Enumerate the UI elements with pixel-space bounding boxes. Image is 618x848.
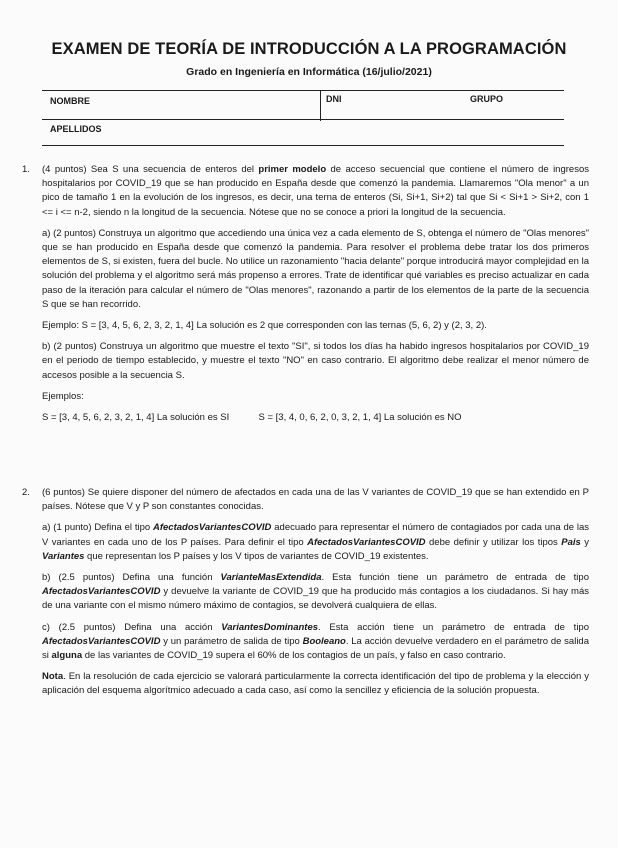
q2-part-a: a) (1 punto) Defina el tipo AfectadosVariantesCOVID adecuado para representar el número de contagiados por cada una de las V variantes en cada uno de los P países. Para definir el tipo AfectadosVariantesCOVID debe definir y utilizar los tipos Pais y Variantes que representan los P países y los V tipos de variantes de COVID_19 existentes. <box>42 522 589 562</box>
note-label: Nota <box>42 671 64 683</box>
q2-intro: (6 puntos) Se quiere disponer del número de afectados en cada una de las V variantes de COVID_19 que se han extendido en P países. Nótese que V y P son constantes conocidas. <box>42 487 589 513</box>
q2-number: 2. <box>22 487 30 498</box>
nombre-label: NOMBRE <box>50 96 90 106</box>
q1-examples-label: Ejemplos: <box>42 390 84 402</box>
exam-title: EXAMEN DE TEORÍA DE INTRODUCCIÓN A LA PROGRAMACIÓN <box>51 40 567 58</box>
q1-part-a: a) (2 puntos) Construya un algoritmo que accediendo una única vez a cada elemento de S, obtenga el número de "Olas menores" que se han producido en España desde que comenzó la pandemia. Para resolver el problema debe tratar los dos primeros elementos de S, si existen, fuera del bucle. No utilice un razonamiento "hacia delante" porque introducirá mayor complejidad en la solución del problema y el algoritmo será más propenso a errores. Trate de identificar qué variables es preciso actualizar en cada paso de la iteración para calcular el número de "Olas menores", razonando a partir de los elementos de la parte de la secuencia S que se han recorrido. <box>42 227 589 310</box>
apellidos-label: APELLIDOS <box>50 124 102 134</box>
q2-block <box>42 486 589 699</box>
q1-example-a: Ejemplo: S = [3, 4, 5, 6, 2, 3, 2, 1, 4] La solución es 2 que corresponden con las ternas (5, 6, 2) y (2, 3, 2). <box>42 320 487 332</box>
exam-note: Nota. En la resolución de cada ejercicio se valorará particularmente la correcta identificación del tipo de problema y la elección y aplicación del esquema algorítmico adecuado a cada caso, así como la sencillez y eficiencia de la solución propuesta. <box>42 671 589 697</box>
student-info-box <box>42 90 564 146</box>
q1-number: 1. <box>22 164 30 175</box>
exam-subtitle: Grado en Ingeniería en Informática (16/julio/2021) <box>186 66 432 78</box>
header-bottom-rule <box>42 145 564 146</box>
grupo-label: GRUPO <box>470 94 504 104</box>
q1-model-emphasis: primer modelo <box>258 164 327 175</box>
q2-part-b: b) (2.5 puntos) Defina una función VarianteMasExtendida. Esta función tiene un parámetro de entrada de tipo AfectadosVariantesCOVID y devuelve la variante de COVID_19 que ha producido más contagios a los ciudadanos. Si hay más de una variante con el mismo número máximo de contagios, se devolverá cualquiera de ellas. <box>42 572 589 612</box>
header-top-rule <box>42 90 564 91</box>
q1-example-b1: S = [3, 4, 5, 6, 2, 3, 2, 1, 4] La solución es SI <box>42 412 230 424</box>
q1-example-b2: S = [3, 4, 0, 6, 2, 0, 3, 2, 1, 4] La solución es NO <box>258 412 462 424</box>
q2-part-c: c) (2.5 puntos) Defina una acción VariantesDominantes. Esta acción tiene un parámetro de entrada de tipo AfectadosVariantesCOVID y un parámetro de salida de tipo Booleano. La acción devuelve verdadero en el parámetro de salida si alguna de las variantes de COVID_19 supera el 60% de los contagios de un país, y falso en caso contrario. <box>42 621 589 662</box>
q1-examples-row <box>42 411 589 425</box>
q1-intro: (4 puntos) Sea S una secuencia de enteros del primer modelo de acceso secuencial que contiene el número de ingresos hospitalarios por COVID_19 que se han producido en España desde que comenzó la pandemia. Llamaremos "Ola menor" a un pico de tamaño 1 en la evolución de los ingresos, es decir, una terna de enteros (Si, Si+1, Si+2) tal que Si < Si+1 > Si+2, con 1 <= i <= n-2, siendo n la longitud de la secuencia. Nótese que no se conoce a priori la longitud de la secuencia. <box>42 164 589 218</box>
q1-block <box>42 163 589 425</box>
header-mid-rule <box>42 119 564 120</box>
q1-part-b: b) (2 puntos) Construya un algoritmo que muestre el texto "SI", si todos los días ha habido ingresos hospitalarios por COVID_19 en el periodo de tiempo establecido, y muestre el texto "NO" en caso contrario. El algoritmo debe realizar el menor número de accesos posible a la secuencia S. <box>42 341 589 381</box>
dni-label: DNI <box>326 94 342 104</box>
dni-divider <box>320 90 321 121</box>
